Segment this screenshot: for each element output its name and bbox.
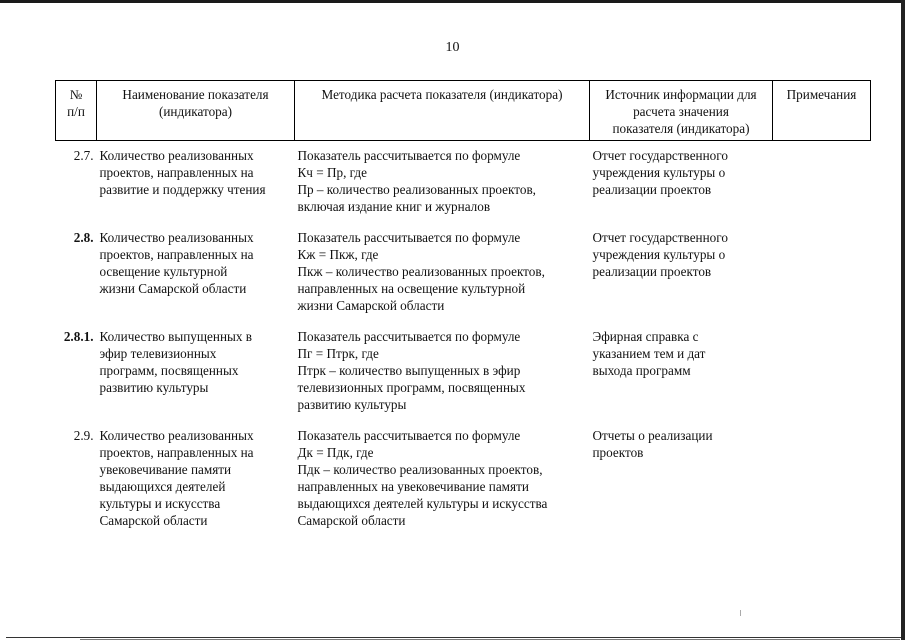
notes-cell bbox=[773, 141, 871, 230]
row-number: 2.9. bbox=[73, 428, 94, 443]
table-row bbox=[56, 427, 871, 543]
scan-edge-top bbox=[0, 0, 905, 3]
header-notes: Примечания bbox=[773, 81, 871, 141]
indicator-name: Количество реализованных проектов, направленных на увековечивание памяти выдающихся деятелей культуры и искусства Самарской области bbox=[99, 428, 254, 528]
notes-cell bbox=[773, 229, 871, 328]
scan-edge-right bbox=[901, 0, 905, 640]
row-number: 2.8. bbox=[73, 230, 94, 245]
notes-cell bbox=[773, 328, 871, 427]
table-row bbox=[56, 328, 871, 427]
page-number: 10 bbox=[445, 40, 460, 55]
calculation-method: Показатель рассчитывается по формуле Дк = Пдк, где Пдк – количество реализованных проектов, направленных на увековечивание памяти выдающихся деятелей культуры и искусства Самарской области bbox=[297, 428, 548, 528]
scan-speck bbox=[740, 610, 741, 616]
indicator-name: Количество выпущенных в эфир телевизионных программ, посвященных развитию культуры bbox=[99, 329, 252, 395]
header-num: № п/п bbox=[56, 81, 97, 141]
calculation-method: Показатель рассчитывается по формуле Кч = Пр, где Пр – количество реализованных проектов, включая издание книг и журналов bbox=[297, 148, 536, 214]
information-source: Эфирная справка с указанием тем и дат выхода программ bbox=[592, 329, 706, 378]
table-header-row bbox=[56, 81, 871, 141]
calculation-method: Показатель рассчитывается по формуле Кж = Пкж, где Пкж – количество реализованных проектов, направленных на освещение культурной жизни Самарской области bbox=[297, 230, 545, 313]
calculation-method: Показатель рассчитывается по формуле Пг = Птрк, где Птрк – количество выпущенных в эфир телевизионных программ, посвященных развитию культуры bbox=[297, 329, 526, 412]
information-source: Отчет государственного учреждения культуры о реализации проектов bbox=[592, 148, 728, 197]
header-name: Наименование показателя (индикатора) bbox=[97, 81, 295, 141]
table-row bbox=[56, 141, 871, 230]
scan-edge-bottom bbox=[6, 637, 901, 638]
notes-cell bbox=[773, 427, 871, 543]
information-source: Отчет государственного учреждения культуры о реализации проектов bbox=[592, 230, 728, 279]
indicator-name: Количество реализованных проектов, направленных на освещение культурной жизни Самарской области bbox=[99, 230, 254, 296]
row-number: 2.7. bbox=[73, 148, 94, 163]
table-row bbox=[56, 229, 871, 328]
row-number: 2.8.1. bbox=[63, 329, 94, 344]
header-source: Источник информации для расчета значения показателя (индикатора) bbox=[590, 81, 773, 141]
indicators-table bbox=[55, 80, 871, 543]
information-source: Отчеты о реализации проектов bbox=[592, 428, 713, 460]
indicator-name: Количество реализованных проектов, направленных на развитие и поддержку чтения bbox=[99, 148, 266, 197]
header-method: Методика расчета показателя (индикатора) bbox=[295, 81, 590, 141]
